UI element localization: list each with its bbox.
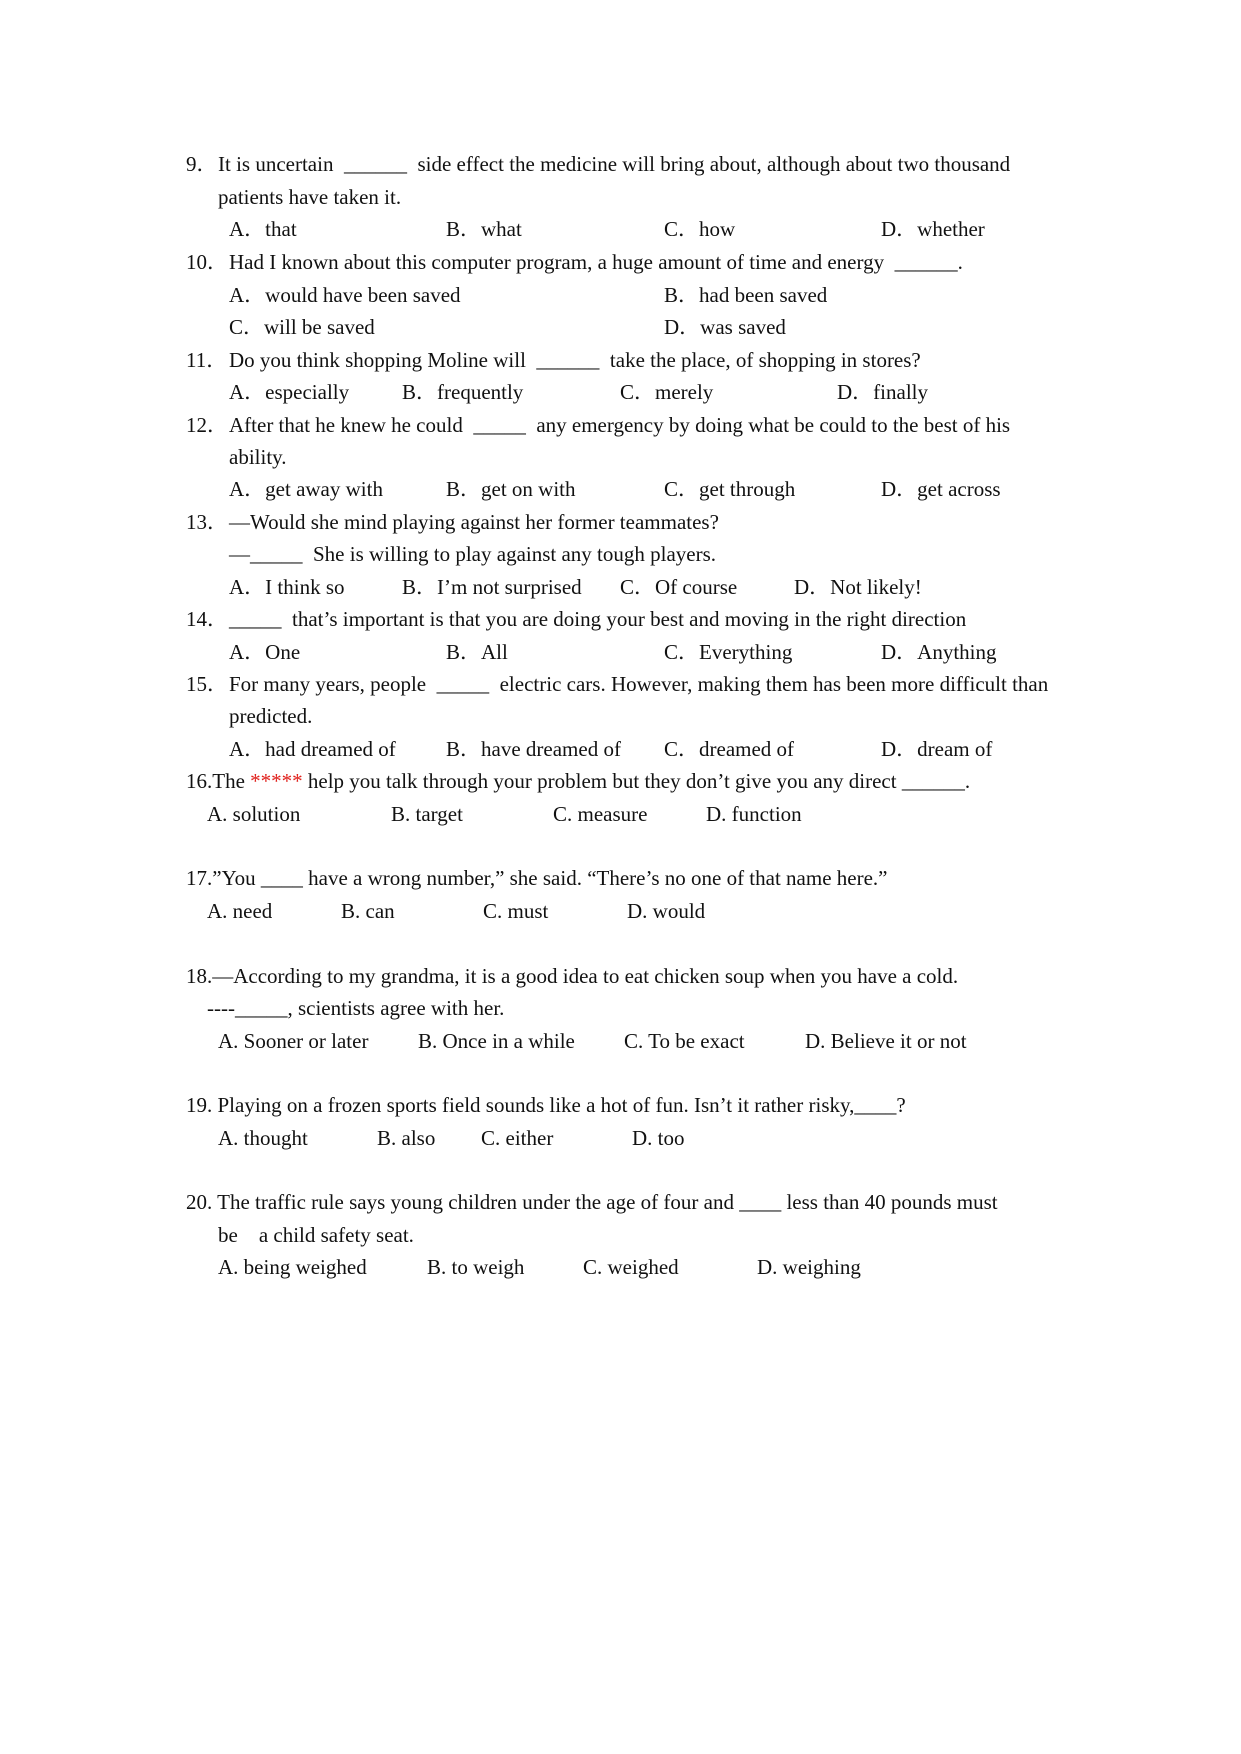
option-a: A. thought bbox=[218, 1126, 308, 1150]
option-a: A. need bbox=[207, 899, 273, 923]
option-b: B. Once in a while bbox=[418, 1029, 575, 1053]
option-b: B．get on with bbox=[446, 477, 576, 501]
question-stem-continued: patients have taken it. bbox=[218, 185, 402, 209]
option-a: A. being weighed bbox=[218, 1255, 367, 1279]
option-d: D．Not likely! bbox=[794, 575, 922, 599]
question-stem: It is uncertain ______ side effect the medicine will bring about, although about two thousand bbox=[218, 152, 1011, 176]
question-stem: 19. Playing on a frozen sports field sounds like a hot of fun. Isn’t it rather risky,____? bbox=[186, 1093, 906, 1117]
question-number: 12． bbox=[186, 413, 228, 437]
question-stem: After that he knew he could _____ any emergency by doing what be could to the best of his bbox=[229, 413, 1011, 437]
option-d: D. Believe it or not bbox=[805, 1029, 967, 1053]
question-number: 14． bbox=[186, 607, 228, 631]
question-number: 9． bbox=[186, 152, 218, 176]
question-number: 11． bbox=[186, 348, 228, 372]
option-b: B．what bbox=[446, 217, 522, 241]
option-b: B. to weigh bbox=[427, 1255, 525, 1279]
option-d: D．finally bbox=[837, 380, 928, 404]
option-c: C. either bbox=[481, 1126, 554, 1150]
option-c: C. measure bbox=[553, 802, 648, 826]
question-stem: _____ that’s important is that you are doing your best and moving in the right direction bbox=[229, 607, 967, 631]
question-stem-continued: predicted. bbox=[229, 704, 313, 728]
option-b: B. also bbox=[377, 1126, 436, 1150]
option-c: C．Of course bbox=[620, 575, 738, 599]
option-d: D．was saved bbox=[664, 315, 786, 339]
question-stem: 18.—According to my grandma, it is a good idea to eat chicken soup when you have a cold. bbox=[186, 964, 959, 988]
question-stem: Had I known about this computer program, a huge amount of time and energy ______. bbox=[229, 250, 963, 274]
option-a: A．had dreamed of bbox=[229, 737, 396, 761]
question-stem-continued: ability. bbox=[229, 445, 287, 469]
option-d: D．whether bbox=[881, 217, 985, 241]
option-d: D．Anything bbox=[881, 640, 997, 664]
option-b: B．have dreamed of bbox=[446, 737, 621, 761]
option-c: C．Everything bbox=[664, 640, 793, 664]
question-prefix: 16.The bbox=[186, 769, 251, 793]
question-stem: —Would she mind playing against her former teammates? bbox=[229, 510, 719, 534]
option-a: A. solution bbox=[207, 802, 301, 826]
option-a: A．One bbox=[229, 640, 301, 664]
option-b: B. target bbox=[391, 802, 463, 826]
option-a: A．especially bbox=[229, 380, 350, 404]
redacted-word: ***** bbox=[250, 769, 303, 793]
option-c: C. To be exact bbox=[624, 1029, 745, 1053]
option-d: D．get across bbox=[881, 477, 1001, 501]
option-b: B．All bbox=[446, 640, 508, 664]
option-b: B．frequently bbox=[402, 380, 524, 404]
option-a: A．that bbox=[229, 217, 297, 241]
option-d: D. would bbox=[627, 899, 706, 923]
option-d: D．dream of bbox=[881, 737, 993, 761]
option-d: D. weighing bbox=[757, 1255, 861, 1279]
question-stem: 20. The traffic rule says young children under the age of four and ____ less than 40 pounds must bbox=[186, 1190, 998, 1214]
question-suffix: help you talk through your problem but they don’t give you any direct ______. bbox=[302, 769, 971, 793]
option-a: A．would have been saved bbox=[229, 283, 461, 307]
option-a: A. Sooner or later bbox=[218, 1029, 369, 1053]
question-reply: ----_____, scientists agree with her. bbox=[207, 996, 505, 1020]
question-stem: For many years, people _____ electric cars. However, making them has been more difficult than bbox=[229, 672, 1049, 696]
option-c: C. must bbox=[483, 899, 549, 923]
option-d: D. too bbox=[632, 1126, 685, 1150]
option-b: B. can bbox=[341, 899, 395, 923]
option-c: C．get through bbox=[664, 477, 796, 501]
question-reply: —_____ She is willing to play against any tough players. bbox=[229, 542, 717, 566]
question-stem: 17.”You ____ have a wrong number,” she said. “There’s no one of that name here.” bbox=[186, 866, 888, 890]
question-number: 13． bbox=[186, 510, 228, 534]
option-c: C．how bbox=[664, 217, 736, 241]
question-stem-continued: be a child safety seat. bbox=[218, 1223, 414, 1247]
question-stem bbox=[186, 767, 970, 795]
option-c: C. weighed bbox=[583, 1255, 679, 1279]
option-c: C．dreamed of bbox=[664, 737, 795, 761]
option-c: C．will be saved bbox=[229, 315, 375, 339]
option-b: B．had been saved bbox=[664, 283, 828, 307]
option-b: B．I’m not surprised bbox=[402, 575, 582, 599]
option-d: D. function bbox=[706, 802, 802, 826]
question-number: 10． bbox=[186, 250, 228, 274]
option-a: A．get away with bbox=[229, 477, 383, 501]
option-c: C．merely bbox=[620, 380, 714, 404]
question-stem: Do you think shopping Moline will ______ take the place, of shopping in stores? bbox=[229, 348, 921, 372]
option-a: A．I think so bbox=[229, 575, 345, 599]
question-number: 15． bbox=[186, 672, 228, 696]
